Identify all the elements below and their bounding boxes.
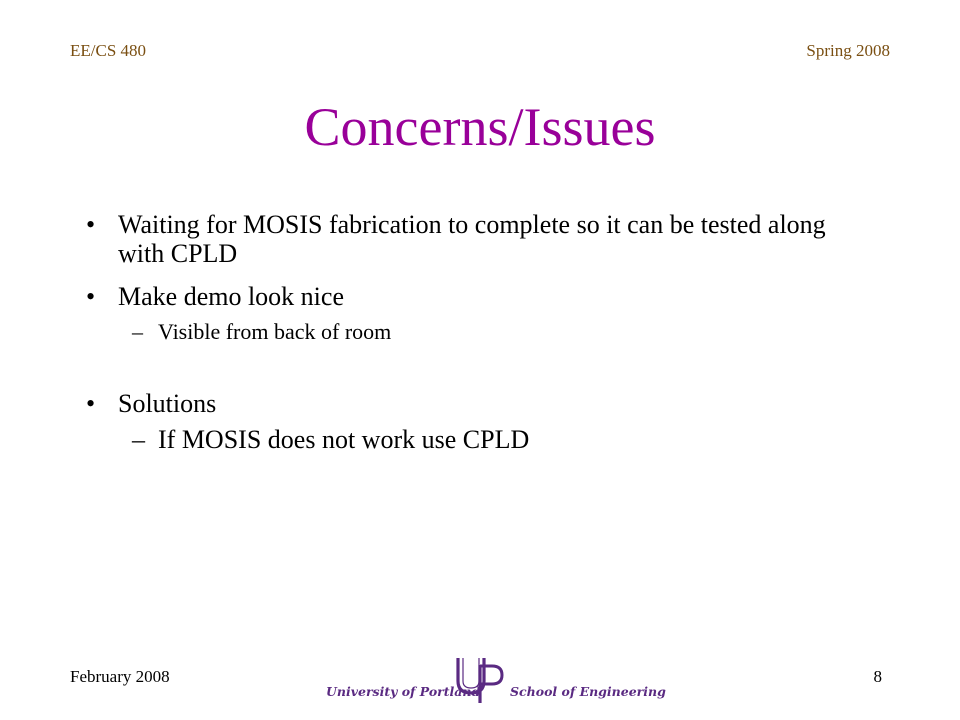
term-label: Spring 2008 (806, 41, 890, 60)
bullet-marker: • (86, 389, 96, 418)
bullet-marker: • (86, 282, 96, 311)
sub-bullet-marker: – (132, 425, 145, 454)
bullet-list (86, 210, 876, 454)
bullet-text: Solutions (118, 389, 217, 418)
footer-date: February 2008 (70, 667, 170, 686)
bullet-item (86, 210, 876, 268)
sub-bullet-item (86, 319, 876, 345)
page-number: 8 (873, 667, 882, 686)
up-monogram-icon (454, 655, 506, 705)
course-label: EE/CS 480 (70, 41, 147, 60)
university-logo (326, 655, 666, 705)
logo-school-text: School of Engineering (510, 684, 666, 699)
bullet-text: Waiting for MOSIS fabrication to complete so it can be tested along with CPLD (118, 210, 826, 268)
sub-bullet-marker: – (132, 319, 143, 344)
bullet-text: Make demo look nice (118, 282, 344, 311)
bullet-item (86, 389, 876, 418)
bullet-item (86, 282, 876, 311)
sub-bullet-text: If MOSIS does not work use CPLD (158, 425, 530, 454)
sub-bullet-text: Visible from back of room (158, 319, 392, 344)
logo-university-text: University of Portland (326, 684, 481, 699)
bullet-marker: • (86, 210, 96, 239)
slide-title: Concerns/Issues (304, 97, 656, 157)
sub-bullet-item (86, 425, 876, 454)
